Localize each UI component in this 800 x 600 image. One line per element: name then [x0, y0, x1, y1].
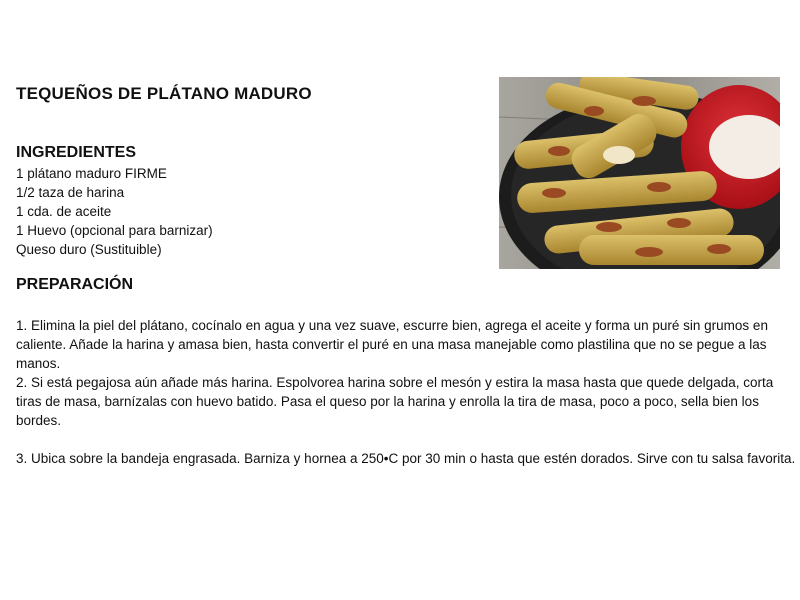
ingredient-item: 1/2 taza de harina — [16, 185, 125, 200]
ingredient-item: Queso duro (Sustituible) — [16, 242, 162, 257]
ingredients-heading: INGREDIENTES — [16, 144, 137, 161]
step-1: 1. Elimina la piel del plátano, cocínalo en agua y una vez suave, escurre bien, agrega el aceite y forma un puré sin grumos en caliente. Añade la harina y amasa bien, hasta convertir el puré en una masa manejable como plastilina que no se pegue a las manos. — [16, 318, 768, 371]
tequenos-photo-illustration — [499, 77, 780, 269]
recipe-photo — [499, 77, 780, 269]
ingredient-item: 1 Huevo (opcional para barnizar) — [16, 223, 213, 238]
step-3: 3. Ubica sobre la bandeja engrasada. Barniza y hornea a 250•C por 30 min o hasta que estén dorados. Sirve con tu salsa favorita. — [16, 451, 796, 466]
step-2: 2. Si está pegajosa aún añade más harina. Espolvorea harina sobre el mesón y estira la masa hasta que quede delgada, corta tiras de masa, barnízalas con huevo batido. Pasa el queso por la harina y enrolla la tira de masa, poco a poco, sella bien los bordes. — [16, 375, 774, 428]
recipe-title: TEQUEÑOS DE PLÁTANO MADURO — [16, 84, 312, 103]
ingredient-item: 1 plátano maduro FIRME — [16, 166, 167, 181]
preparation-steps — [16, 316, 796, 468]
ingredients-list — [16, 164, 213, 259]
preparation-heading: PREPARACIÓN — [16, 276, 134, 293]
ingredient-item: 1 cda. de aceite — [16, 204, 112, 219]
